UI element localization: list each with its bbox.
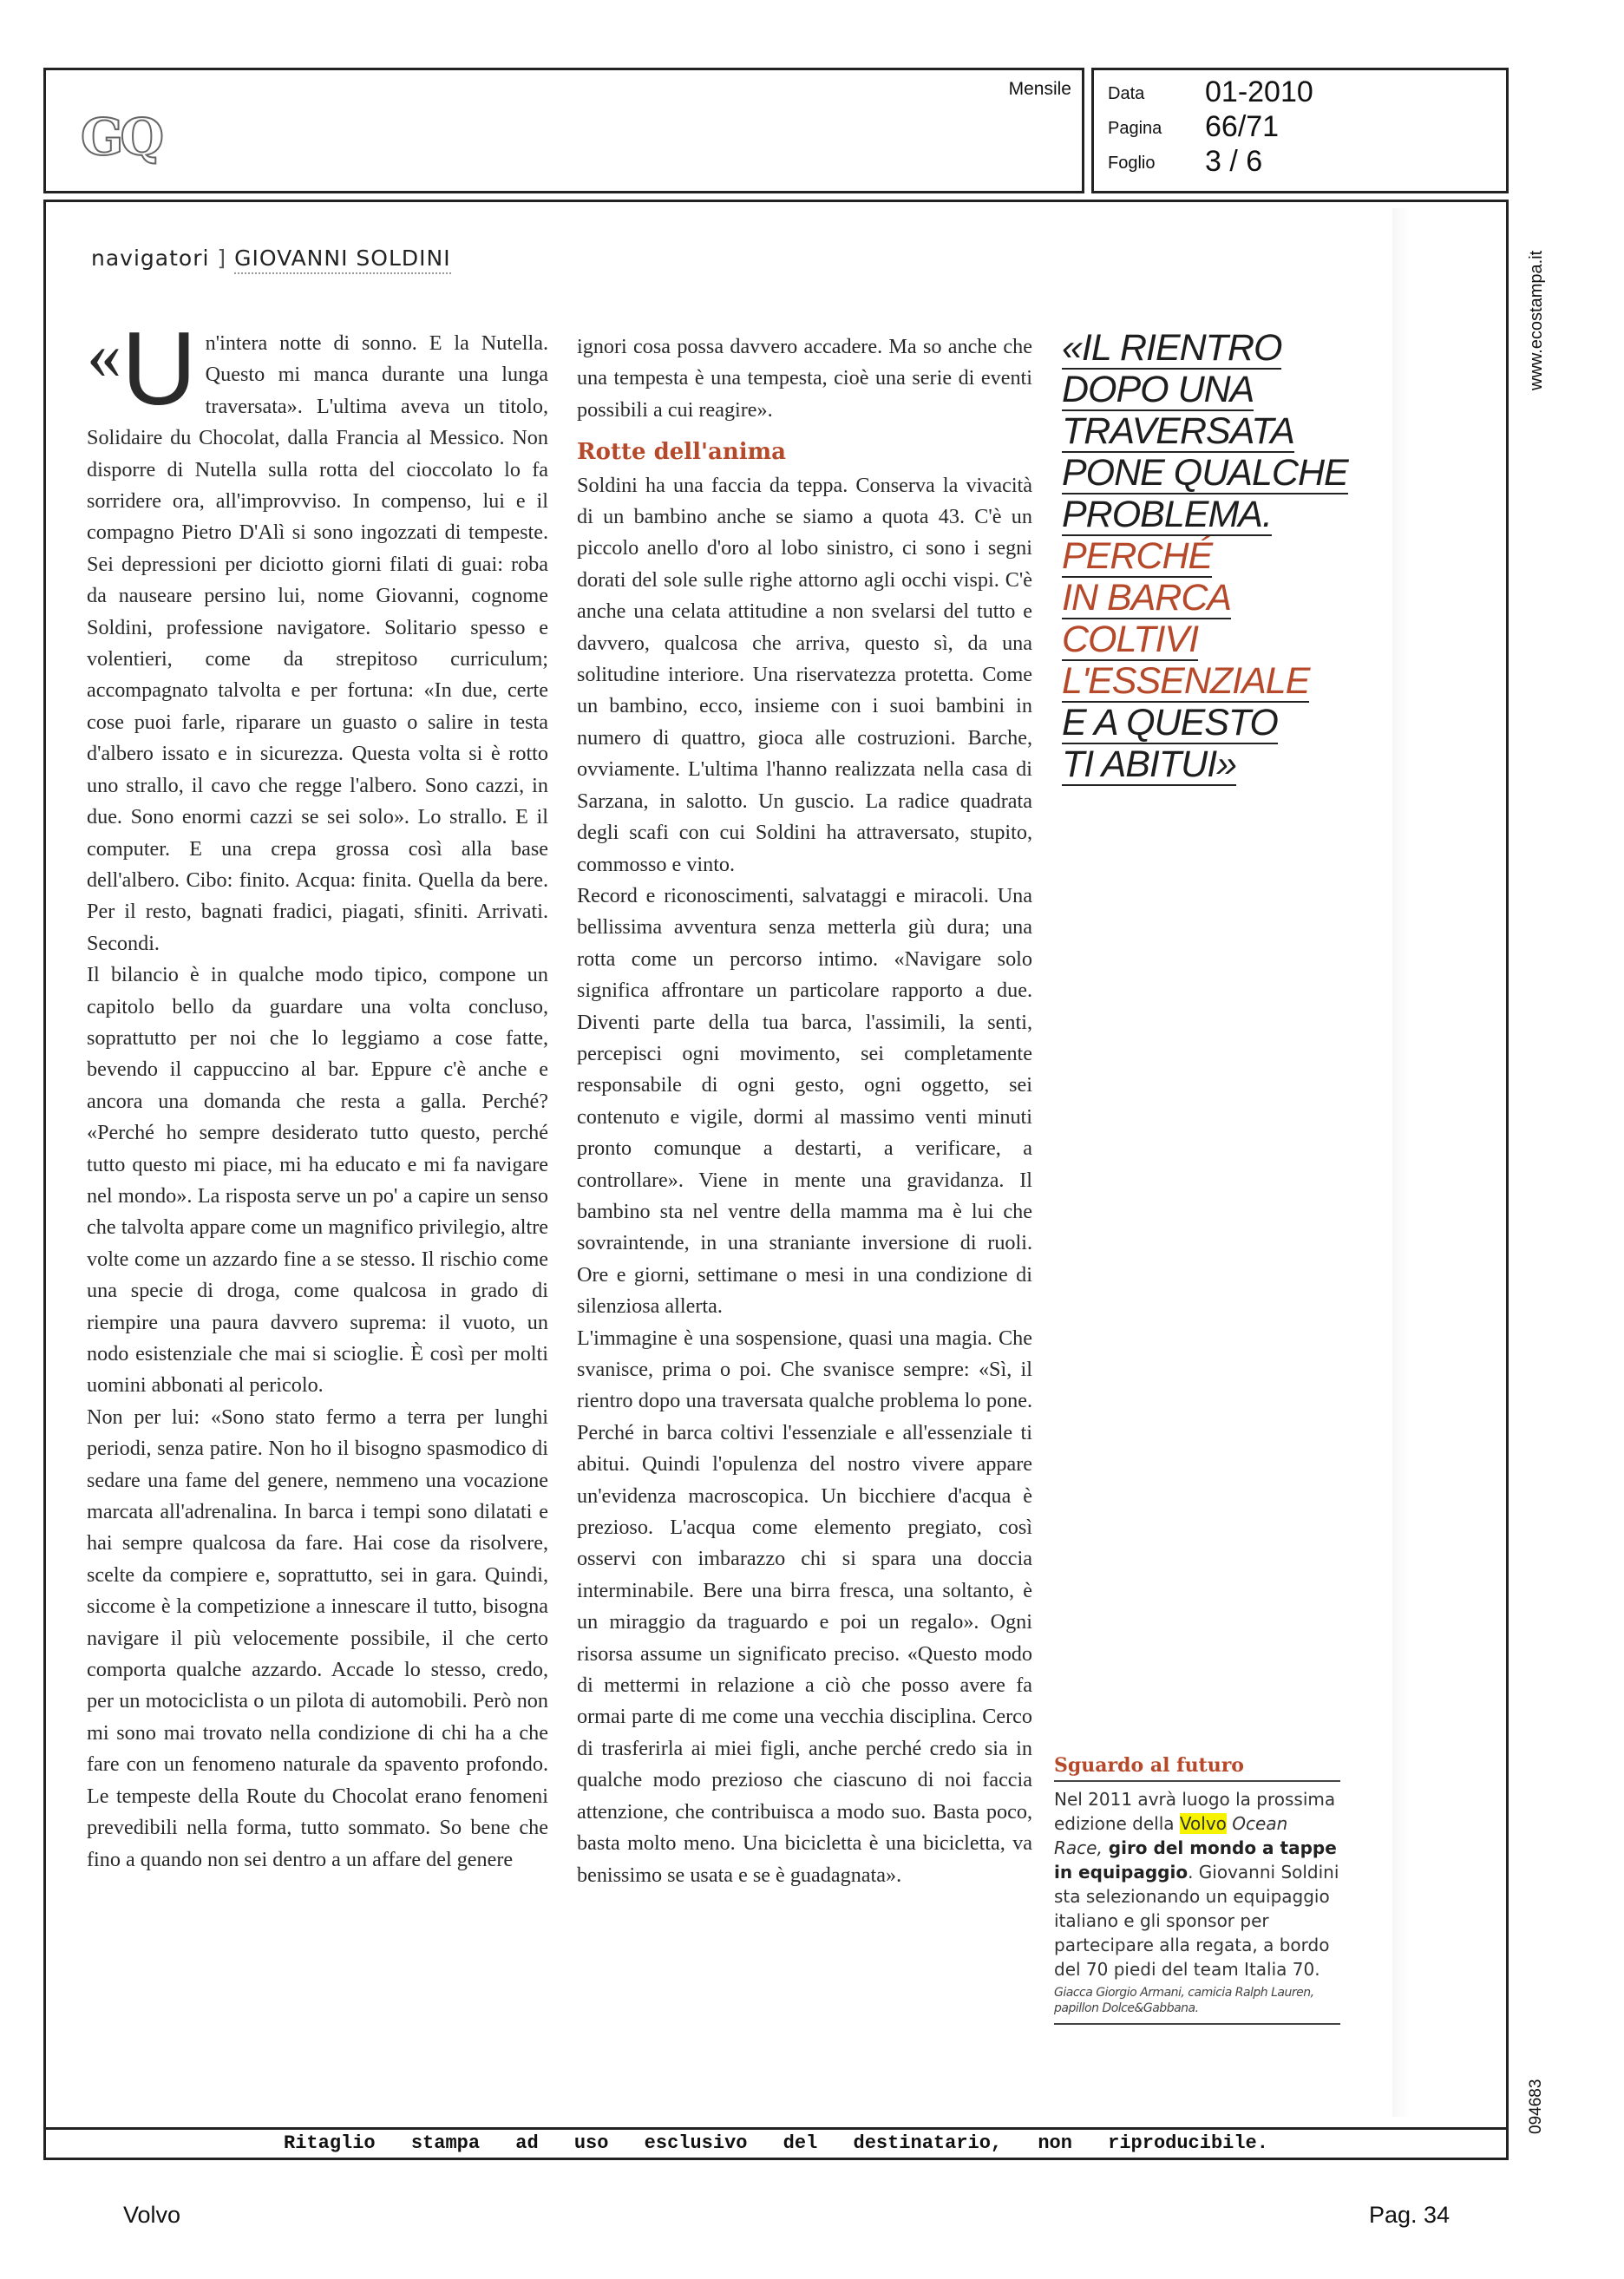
box-text: Nel 2011 avrà luogo la prossima edizione della [1054, 1789, 1336, 1834]
gq-logo: GQ [81, 108, 161, 167]
side-url-text: www.ecostampa.it [1527, 250, 1546, 390]
pull-quote-line-accent: L'ESSENZIALE [1062, 660, 1310, 702]
footer-brand: Volvo [123, 2202, 181, 2228]
clipping-notice: Ritaglio stampa ad uso esclusivo del destinatario, non riproducibile. [284, 2132, 1268, 2154]
paragraph [87, 311, 548, 959]
header-left-box [43, 68, 1084, 193]
sidebar-box-title: Sguardo al futuro [1054, 1754, 1340, 1782]
paragraph: Il bilancio è in qualche modo tipico, compone un capitolo bello da guardare una volta concluso, soprattutto per noi che lo leggiamo a cose fatte, bevendo il cappuccino al bar. Eppure c'è anche e ancora una domanda che resta a galla. Perché? «Perché ho sempre desiderato tutto questo, perché tutto questo mi piace, mi ha educato e mi fa navigare nel mondo». La risposta serve un po' a capire un senso che talvolta appare come un magnifico privilegio, altre volte come un azzardo fine a se stesso. Il rischio come una specie di droga, come qualcosa in grado di riempire una paura davvero suprema: il vuoto, un nodo esistenziale che mai si scioglie. È così per molti uomini abbonati al pericolo. [87, 963, 548, 1398]
meta-label-pagina: Pagina [1108, 119, 1162, 138]
meta-label-foglio: Foglio [1108, 154, 1156, 173]
section-label: navigatori [91, 246, 210, 271]
sidebar-box [1054, 1754, 1340, 2025]
page-shadow [1392, 208, 1410, 2117]
paragraph: Non per lui: «Sono stato fermo a terra per lunghi periodi, senza patire. Non ho il bisogno spasmodico di sedare una fame del genere, nemmeno una vocazione marcata all'adrenalina. In barca i tempi sono dilatati e hai sempre qualcosa da fare. Hai cose da risolvere, scelte da compiere e, soprattutto, sei in gara. Quindi, siccome è la competizione a innescare il tutto, bisogna navigare il più velocemente possibile, il che certo comporta qualche azzardo. Accade lo stesso, credo, per un motociclista o un pilota di automobili. Però non mi sono mai trovato nella condizione di chi ha a che fare con un fenomeno naturale da spavento profondo. Le tempeste della Route du Chocolat erano fenomeni prevedibili nella forma, tutto sommato. So bene che fino a quando non sei dentro a un affare del genere [87, 1405, 548, 1871]
footer-page-number: Pag. 34 [1369, 2202, 1450, 2228]
paragraph-text: n'intera notte di sonno. E la Nutella. Questo mi manca durante una lunga traversata». L'ultima aveva un titolo, Solidaire du Chocolat, dalla Francia al Messico. Non disporre di Nutella sulla rotta del cioccolato lo fa sorridere ora, all'improvviso. In compenso, lui e il compagno Pietro D'Alì si sono ingozzati di tempeste. Sei depressioni per diciotto giorni filati di guai: roba da nauseare persino lui, nome Giovanni, cognome Soldini, professione navigatore. Solitario spesso e volentieri, come da strepitoso curriculum; accompagnato talvolta e per fortuna: «In due, certe cose puoi farle, riparare un guasto o salire in testa d'albero issato e in sicurezza. Questa volta si è rotto uno strallo, il cavo che regge l'albero. Sono cazzi, in due. Sono enormi cazzi se sei solo». Lo strallo. E il computer. E una crepa grossa così alla base dell'albero. Cibo: finito. Acqua: finita. Quella da bere. Per il resto, bagnati fradici, piagati, sfiniti. Arrivati. Secondi. [87, 331, 548, 955]
photo-credit: Giacca Giorgio Armani, camicia Ralph Lauren, papillon Dolce&Gabbana. [1054, 1985, 1340, 2025]
periodicity-label: Mensile [1008, 79, 1071, 99]
box-text: . Giovanni Soldini sta selezionando un equipaggio italiano e gli sponsor per partecipare alla regata, a bordo del 70 piedi del team Italia 70. [1054, 1862, 1339, 1980]
side-url [1527, 217, 1553, 390]
paragraph: ignori cosa possa davvero accadere. Ma so anche che una tempesta è una tempesta, cioè una serie di eventi possibili a cui reagire». [577, 335, 1032, 422]
side-code-text: 094683 [1527, 2079, 1545, 2134]
drop-cap-quote: « [87, 318, 121, 394]
drop-cap [87, 311, 197, 427]
pull-quote-line: E A QUESTO [1062, 702, 1278, 743]
pull-quote-line-accent: IN BARCA [1062, 577, 1232, 619]
footer-divider [46, 2127, 1506, 2130]
pull-quote-line: TRAVERSATA [1062, 410, 1294, 452]
section-header [91, 246, 451, 271]
pull-quote-line: PONE QUALCHE [1062, 452, 1348, 494]
pull-quote-line: «IL RIENTRO [1062, 327, 1282, 369]
paragraph: Record e riconoscimenti, salvataggi e miracoli. Una bellissima avventura senza metterla giù dura; una rotta come un percorso intimo. «Navigare solo significa affrontare un particolare rapporto a due. Diventi parte della tua barca, l'assimili, la senti, percepisci ogni movimento, sei completamente responsabile di ogni gesto, ogni oggetto, sei contenuto e vigile, dormi al massimo venti minuti pronto comunque a destarti, a verificare, a controllare». Viene in mente una gravidanza. Il bambino sta nel ventre della mamma ma è lui che sovraintende, in una straniante inversione di ruoli. Ore e giorni, settimane o mesi in una condizione di silenziosa allerta. [577, 883, 1032, 1319]
meta-value-foglio: 3 / 6 [1205, 145, 1263, 178]
subheading: Rotte dell'anima [577, 439, 786, 466]
paragraph: Soldini ha una faccia da teppa. Conserva la vivacità di un bambino anche se siamo a quota 43. C'è un piccolo anello d'oro al lobo sinistro, ci sono i segni dorati del sole sulle righe attorno agli occhi vispi. C'è anche una celata attitudine a non svelarsi del tutto e davvero, qualcosa che arriva, questo sì, da una solitudine interiore. Una riservatezza protetta. Come un bambino, ecco, insieme con i suoi bambini in numero di quattro, gioca alle costruzioni. Barche, ovviamente. L'ultima l'hanno realizzata nella casa di Sarzana, in salotto. Un guscio. La radice quadrata degli scafi con cui Soldini ha attraversato, stupito, commosso e vinto. [577, 473, 1032, 876]
meta-value-pagina: 66/71 [1205, 110, 1280, 143]
meta-label-data: Data [1108, 84, 1145, 103]
pull-quote-line-accent: COLTIVI [1062, 619, 1199, 660]
section-separator: ] [217, 246, 227, 271]
article-column-1 [87, 311, 548, 1876]
section-author: GIOVANNI SOLDINI [234, 246, 450, 274]
article-column-2 [577, 331, 1032, 1891]
highlighted-keyword: Volvo [1179, 1813, 1227, 1834]
sidebar-box-body [1054, 1787, 1340, 1981]
box-italic: Ocean Race, [1054, 1813, 1288, 1858]
pull-quote-line: DOPO UNA [1062, 369, 1254, 410]
drop-cap-letter: U [121, 311, 197, 427]
pull-quote-line: TI ABITUI» [1062, 743, 1237, 785]
header-meta-box [1091, 68, 1509, 193]
pull-quote-line: PROBLEMA. [1062, 494, 1272, 535]
box-bold: giro del mondo a tappe in equipaggio [1054, 1837, 1337, 1883]
paragraph: L'immagine è una sospensione, quasi una magia. Che svanisce, prima o poi. Che svanisce sempre: «Sì, il rientro dopo una traversata qualche problema lo pone. Perché in barca coltivi l'essenziale e all'essenziale ti abitui. Quindi l'opulenza del nostro vivere appare un'evidenza macroscopica. Un bicchiere d'acqua è prezioso. L'acqua come elemento pregiato, così osservi con imbarazzo chi si spara una doccia interminabile. Bere una birra fresca, una soltanto, è un miraggio da traguardo e poi un regalo». Ogni risorsa assume un significato preciso. «Questo modo di mettermi in relazione a ciò che posso avere fa ormai parte di me come una vecchia disciplina. Cerco di trasferirla ai miei figli, anche perché credo sia in qualche modo prezioso che ciascuno di noi faccia attenzione, che contribuisca a modo suo. Basta poco, basta molto meno. Una bicicletta è una bicicletta, va benissimo se usata e se è guadagnata». [577, 1326, 1032, 1887]
meta-value-data: 01-2010 [1205, 75, 1313, 108]
pull-quote [1062, 328, 1357, 786]
pull-quote-line-accent: PERCHÉ [1062, 535, 1213, 577]
